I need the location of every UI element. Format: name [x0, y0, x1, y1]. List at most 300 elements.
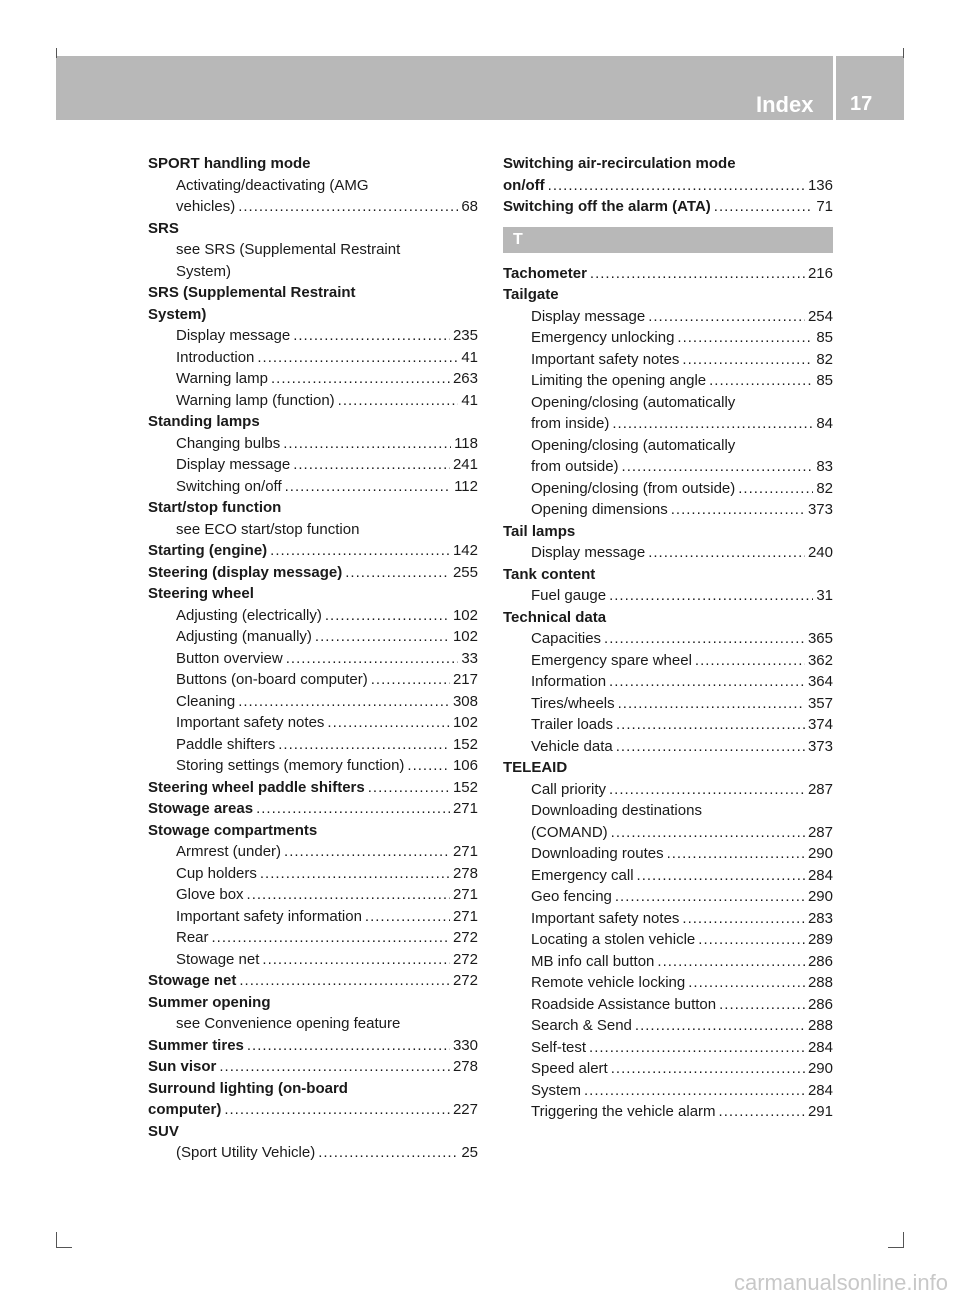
dot-leader	[648, 542, 805, 564]
page-reference: 217	[452, 671, 478, 688]
page-reference: 308	[452, 692, 478, 710]
entry-label: see Convenience opening feature	[176, 1015, 401, 1032]
entry-label: Self-test	[531, 1038, 587, 1056]
entry-label: Switching air-recirculation mode	[503, 155, 736, 172]
entry-label: Technical data	[503, 608, 607, 626]
dot-leader	[239, 970, 450, 992]
dot-leader	[270, 540, 450, 562]
index-subentry	[503, 435, 833, 457]
index-entry	[148, 1056, 478, 1078]
entry-label: see ECO start/stop function	[176, 520, 360, 538]
dot-leader	[318, 1142, 458, 1164]
dot-leader	[256, 798, 450, 820]
page-reference: 254	[807, 307, 833, 325]
dot-leader	[637, 865, 805, 887]
dot-leader	[325, 605, 450, 627]
entry-label: vehicles)	[176, 198, 236, 215]
index-column-left	[148, 153, 478, 1164]
page-reference: 83	[816, 458, 833, 475]
index-entry	[503, 153, 833, 175]
dot-leader	[615, 886, 805, 908]
entry-label: Switching on/off	[176, 477, 282, 495]
dot-leader	[365, 906, 450, 928]
footer-watermark: carmanualsonline.info	[733, 1270, 948, 1295]
page-reference: 373	[807, 737, 833, 755]
entry-label: see SRS (Supplemental Restraint	[176, 241, 401, 258]
entry-label: Summer tires	[148, 1036, 244, 1054]
entry-label: Start/stop function	[148, 499, 282, 516]
entry-label: System)	[148, 305, 207, 323]
page-reference: 106	[452, 757, 478, 774]
entry-label: TELEAID	[503, 759, 568, 776]
dot-leader	[714, 196, 814, 218]
dot-leader	[293, 454, 450, 476]
dot-leader	[611, 822, 805, 844]
dot-leader	[622, 456, 814, 478]
entry-label: Limiting the opening angle	[531, 372, 707, 389]
page-reference: 362	[807, 651, 833, 669]
entry-label: Standing lamps	[148, 413, 260, 430]
entry-label: Display message	[176, 456, 291, 473]
index-subentry	[503, 1058, 833, 1080]
page-reference: 291	[807, 1103, 833, 1120]
dot-leader	[548, 175, 805, 197]
page-reference: 82	[816, 479, 833, 497]
page-reference: 289	[807, 931, 833, 948]
index-subentry	[503, 349, 833, 371]
index-subentry	[148, 605, 478, 627]
entry-label: Roadside Assistance button	[531, 995, 717, 1013]
index-subentry	[148, 927, 478, 949]
page-reference: 284	[807, 1038, 833, 1056]
page-reference: 271	[452, 907, 478, 925]
entry-label: Display message	[531, 544, 646, 561]
page-reference: 263	[452, 370, 478, 387]
page-reference: 272	[452, 972, 478, 989]
entry-label: Starting (engine)	[148, 542, 268, 559]
index-entry	[503, 175, 833, 197]
entry-label: Opening/closing (automatically	[531, 393, 736, 411]
page-reference: 152	[452, 778, 478, 796]
page-reference: 284	[807, 866, 833, 884]
dot-leader	[688, 972, 805, 994]
dot-leader	[257, 347, 458, 369]
index-subentry	[148, 841, 478, 863]
entry-label: from inside)	[531, 415, 610, 432]
index-subentry	[148, 648, 478, 670]
index-subentry	[503, 714, 833, 736]
entry-label: Activating/deactivating (AMG	[176, 176, 369, 194]
entry-label: Changing bulbs	[176, 434, 281, 452]
entry-label: Opening dimensions	[531, 501, 668, 518]
section-letter-t: T	[503, 227, 833, 253]
page-reference: 286	[807, 952, 833, 970]
dot-leader	[682, 908, 805, 930]
entry-label: Introduction	[176, 348, 255, 366]
index-list-s-continued	[503, 153, 833, 218]
page-reference: 102	[452, 714, 478, 731]
entry-label: Tail lamps	[503, 522, 576, 540]
index-subentry	[148, 863, 478, 885]
dot-leader	[238, 691, 450, 713]
index-subentry	[503, 779, 833, 801]
dot-leader	[616, 714, 805, 736]
index-subentry	[503, 499, 833, 521]
index-subentry	[503, 413, 833, 435]
entry-label: Emergency call	[531, 866, 634, 884]
index-subentry	[148, 325, 478, 347]
entry-label: SRS (Supplemental Restraint	[148, 284, 356, 301]
entry-label: Warning lamp (function)	[176, 391, 335, 409]
page-reference: 365	[807, 630, 833, 647]
index-entry	[148, 992, 478, 1014]
entry-label: Buttons (on-board computer)	[176, 671, 368, 688]
index-subentry	[503, 650, 833, 672]
dot-leader	[635, 1015, 805, 1037]
index-subentry	[503, 972, 833, 994]
index-subentry	[503, 478, 833, 500]
index-entry	[503, 521, 833, 543]
index-subentry	[503, 865, 833, 887]
dot-leader	[719, 1101, 805, 1123]
entry-label: Tailgate	[503, 286, 559, 303]
index-entry	[148, 798, 478, 820]
index-subentry	[503, 542, 833, 564]
page-reference: 41	[461, 391, 478, 409]
index-subentry	[148, 433, 478, 455]
index-subentry	[503, 994, 833, 1016]
entry-label: Rear	[176, 929, 209, 946]
entry-label: System	[531, 1081, 582, 1099]
entry-label: Button overview	[176, 649, 283, 667]
entry-label: (Sport Utility Vehicle)	[176, 1144, 316, 1161]
entry-label: Opening/closing (from outside)	[531, 479, 736, 497]
index-subentry	[503, 929, 833, 951]
index-subentry	[503, 951, 833, 973]
page-reference: 283	[807, 909, 833, 927]
index-subentry	[148, 390, 478, 412]
page-reference: 364	[807, 673, 833, 690]
entry-label: Remote vehicle locking	[531, 974, 686, 991]
page-reference: 374	[807, 716, 833, 733]
entry-label: Summer opening	[148, 993, 271, 1011]
page-number: 17	[850, 93, 873, 115]
entry-label: System)	[176, 262, 232, 280]
entry-label: Sun visor	[148, 1058, 217, 1075]
page-reference: 271	[452, 843, 478, 860]
index-entry	[148, 540, 478, 562]
crop-mark-top-right	[903, 48, 904, 58]
index-subentry	[503, 370, 833, 392]
dot-leader	[698, 929, 805, 951]
page-reference: 373	[807, 501, 833, 518]
entry-label: (COMAND)	[531, 823, 608, 841]
page-reference: 241	[452, 456, 478, 473]
dot-leader	[616, 736, 805, 758]
entry-label: Stowage net	[176, 950, 260, 968]
index-subentry	[503, 1080, 833, 1102]
page-reference: 68	[461, 198, 478, 215]
entry-label: on/off	[503, 176, 545, 194]
index-subentry	[148, 734, 478, 756]
index-subentry	[148, 347, 478, 369]
entry-label: Important safety notes	[531, 909, 680, 927]
index-subentry	[503, 822, 833, 844]
entry-label: Important safety notes	[531, 350, 680, 368]
index-subentry	[148, 906, 478, 928]
entry-label: Locating a stolen vehicle	[531, 931, 696, 948]
index-entry	[148, 583, 478, 605]
dot-leader	[338, 390, 459, 412]
page-reference: 118	[454, 434, 478, 452]
entry-label: Tachometer	[503, 264, 587, 282]
index-subentry	[148, 712, 478, 734]
entry-label: Opening/closing (automatically	[531, 436, 736, 454]
page-reference: 31	[816, 587, 833, 604]
dot-leader	[671, 499, 805, 521]
entry-label: Triggering the vehicle alarm	[531, 1103, 716, 1120]
index-entry	[148, 411, 478, 433]
entry-label: Geo fencing	[531, 888, 612, 905]
dot-leader	[284, 841, 450, 863]
crop-mark-bottom-right-v	[903, 1232, 904, 1248]
dot-leader	[315, 626, 450, 648]
index-subentry	[148, 261, 478, 283]
page-reference: 216	[807, 264, 833, 282]
entry-label: Adjusting (manually)	[176, 628, 312, 645]
page-reference: 287	[807, 780, 833, 798]
page-reference: 82	[816, 350, 833, 368]
entry-label: Stowage net	[148, 972, 237, 989]
index-subentry	[503, 585, 833, 607]
index-subentry	[503, 327, 833, 349]
page-reference: 271	[452, 800, 478, 817]
header-separator	[833, 56, 836, 120]
index-subentry	[148, 175, 478, 197]
entry-label: Search & Send	[531, 1017, 632, 1034]
index-subentry	[148, 196, 478, 218]
index-entry	[148, 1099, 478, 1121]
index-subentry	[503, 886, 833, 908]
entry-label: SRS	[148, 219, 179, 237]
dot-leader	[219, 1056, 450, 1078]
page-reference: 227	[452, 1101, 478, 1118]
dot-leader	[648, 306, 805, 328]
page-reference: 271	[452, 886, 478, 903]
entry-label: Adjusting (electrically)	[176, 606, 322, 624]
entry-label: Surround lighting (on-board	[148, 1079, 348, 1097]
entry-label: Switching off the alarm (ATA)	[503, 198, 711, 215]
entry-label: Warning lamp	[176, 370, 268, 387]
entry-label: SPORT handling mode	[148, 155, 311, 172]
crop-mark-top-left	[56, 48, 57, 58]
index-entry	[148, 282, 478, 304]
index-entry	[148, 777, 478, 799]
index-entry	[503, 757, 833, 779]
entry-label: Vehicle data	[531, 737, 613, 755]
entry-label: Call priority	[531, 780, 607, 798]
page-reference: 255	[452, 563, 478, 581]
index-entry	[503, 607, 833, 629]
page-reference: 290	[807, 888, 833, 905]
page-reference: 41	[461, 348, 478, 366]
dot-leader	[618, 693, 805, 715]
dot-leader	[609, 779, 805, 801]
page-reference: 272	[452, 950, 478, 968]
index-column-right	[503, 153, 833, 1123]
index-subentry	[503, 908, 833, 930]
dot-leader	[278, 734, 450, 756]
page-reference: 235	[452, 327, 478, 344]
entry-label: Glove box	[176, 886, 244, 903]
entry-label: Information	[531, 673, 607, 690]
index-subentry	[503, 628, 833, 650]
entry-label: Downloading routes	[531, 845, 664, 862]
entry-label: Storing settings (memory function)	[176, 757, 405, 774]
entry-label: Display message	[531, 307, 646, 325]
page-reference: 288	[807, 1017, 833, 1034]
dot-leader	[238, 196, 458, 218]
index-entry	[503, 196, 833, 218]
entry-label: Steering (display message)	[148, 563, 343, 581]
dot-leader	[293, 325, 450, 347]
dot-leader	[590, 263, 805, 285]
index-subentry	[148, 755, 478, 777]
index-subentry	[148, 691, 478, 713]
entry-label: Stowage areas	[148, 800, 254, 817]
index-subentry	[503, 456, 833, 478]
index-entry	[503, 284, 833, 306]
index-entry	[148, 562, 478, 584]
entry-label: Downloading destinations	[531, 802, 702, 819]
dot-leader	[657, 951, 805, 973]
page-reference: 142	[452, 542, 478, 559]
page-reference: 102	[452, 628, 478, 645]
index-subentry	[503, 800, 833, 822]
page-reference: 286	[807, 995, 833, 1013]
dot-leader	[677, 327, 813, 349]
crop-mark-bottom-left-h	[56, 1247, 72, 1248]
dot-leader	[609, 671, 805, 693]
index-subentry	[148, 884, 478, 906]
index-entry	[503, 564, 833, 586]
index-subentry	[503, 392, 833, 414]
dot-leader	[271, 368, 450, 390]
index-entry	[148, 1035, 478, 1057]
index-entry	[148, 1078, 478, 1100]
dot-leader	[327, 712, 450, 734]
entry-label: Paddle shifters	[176, 735, 276, 753]
dot-leader	[695, 650, 805, 672]
page-reference: 33	[461, 649, 478, 667]
page-reference: 357	[807, 694, 833, 712]
index-entry	[148, 153, 478, 175]
page-reference: 278	[452, 864, 478, 882]
dot-leader	[682, 349, 813, 371]
entry-label: Tank content	[503, 565, 596, 583]
dot-leader	[589, 1037, 805, 1059]
index-subentry	[503, 1101, 833, 1123]
entry-label: from outside)	[531, 458, 619, 475]
entry-label: Steering wheel	[148, 585, 254, 602]
index-entry	[148, 218, 478, 240]
entry-label: Fuel gauge	[531, 587, 607, 604]
entry-label: Important safety information	[176, 907, 362, 925]
dot-leader	[407, 755, 450, 777]
page-reference: 330	[452, 1036, 478, 1054]
entry-label: Speed alert	[531, 1060, 608, 1077]
page-reference: 278	[452, 1058, 478, 1075]
page-reference: 240	[807, 544, 833, 561]
page-reference: 112	[454, 477, 478, 495]
entry-label: Armrest (under)	[176, 843, 282, 860]
entry-label: Steering wheel paddle shifters	[148, 778, 365, 796]
index-entry	[148, 497, 478, 519]
page-reference: 71	[816, 198, 833, 215]
dot-leader	[224, 1099, 450, 1121]
entry-label: Important safety notes	[176, 714, 325, 731]
entry-label: Capacities	[531, 630, 602, 647]
dot-leader	[667, 843, 805, 865]
page-reference: 288	[807, 974, 833, 991]
page-reference: 287	[807, 823, 833, 841]
index-subentry	[503, 693, 833, 715]
dot-leader	[611, 1058, 805, 1080]
index-entry	[503, 263, 833, 285]
index-subentry	[148, 949, 478, 971]
index-subentry	[148, 454, 478, 476]
index-entry	[148, 970, 478, 992]
index-subentry	[148, 1142, 478, 1164]
index-subentry	[148, 626, 478, 648]
entry-label: Cup holders	[176, 864, 257, 882]
page-reference: 272	[452, 929, 478, 946]
dot-leader	[286, 648, 459, 670]
dot-leader	[584, 1080, 805, 1102]
page-reference: 284	[807, 1081, 833, 1099]
index-entry	[148, 1121, 478, 1143]
page-reference: 290	[807, 845, 833, 862]
entry-label: SUV	[148, 1122, 179, 1140]
entry-label: Trailer loads	[531, 716, 613, 733]
page-reference: 84	[816, 415, 833, 432]
dot-leader	[212, 927, 450, 949]
index-entry	[148, 820, 478, 842]
page-reference: 25	[461, 1144, 478, 1161]
dot-leader	[262, 949, 450, 971]
entry-label: Emergency unlocking	[531, 329, 675, 346]
page-reference: 85	[816, 372, 833, 389]
dot-leader	[368, 777, 450, 799]
dot-leader	[247, 1035, 450, 1057]
index-subentry	[503, 736, 833, 758]
page-title: Index	[756, 92, 814, 117]
dot-leader	[285, 476, 451, 498]
crop-mark-bottom-right-h	[888, 1247, 904, 1248]
index-entry	[148, 304, 478, 326]
entry-label: Tires/wheels	[531, 694, 615, 712]
index-subentry	[503, 1037, 833, 1059]
index-list-t	[503, 263, 833, 1123]
entry-label: MB info call button	[531, 952, 655, 970]
page-reference: 85	[816, 329, 833, 346]
index-subentry	[148, 519, 478, 541]
index-subentry	[148, 476, 478, 498]
dot-leader	[247, 884, 450, 906]
entry-label: computer)	[148, 1101, 222, 1118]
entry-label: Stowage compartments	[148, 821, 318, 839]
index-subentry	[148, 368, 478, 390]
